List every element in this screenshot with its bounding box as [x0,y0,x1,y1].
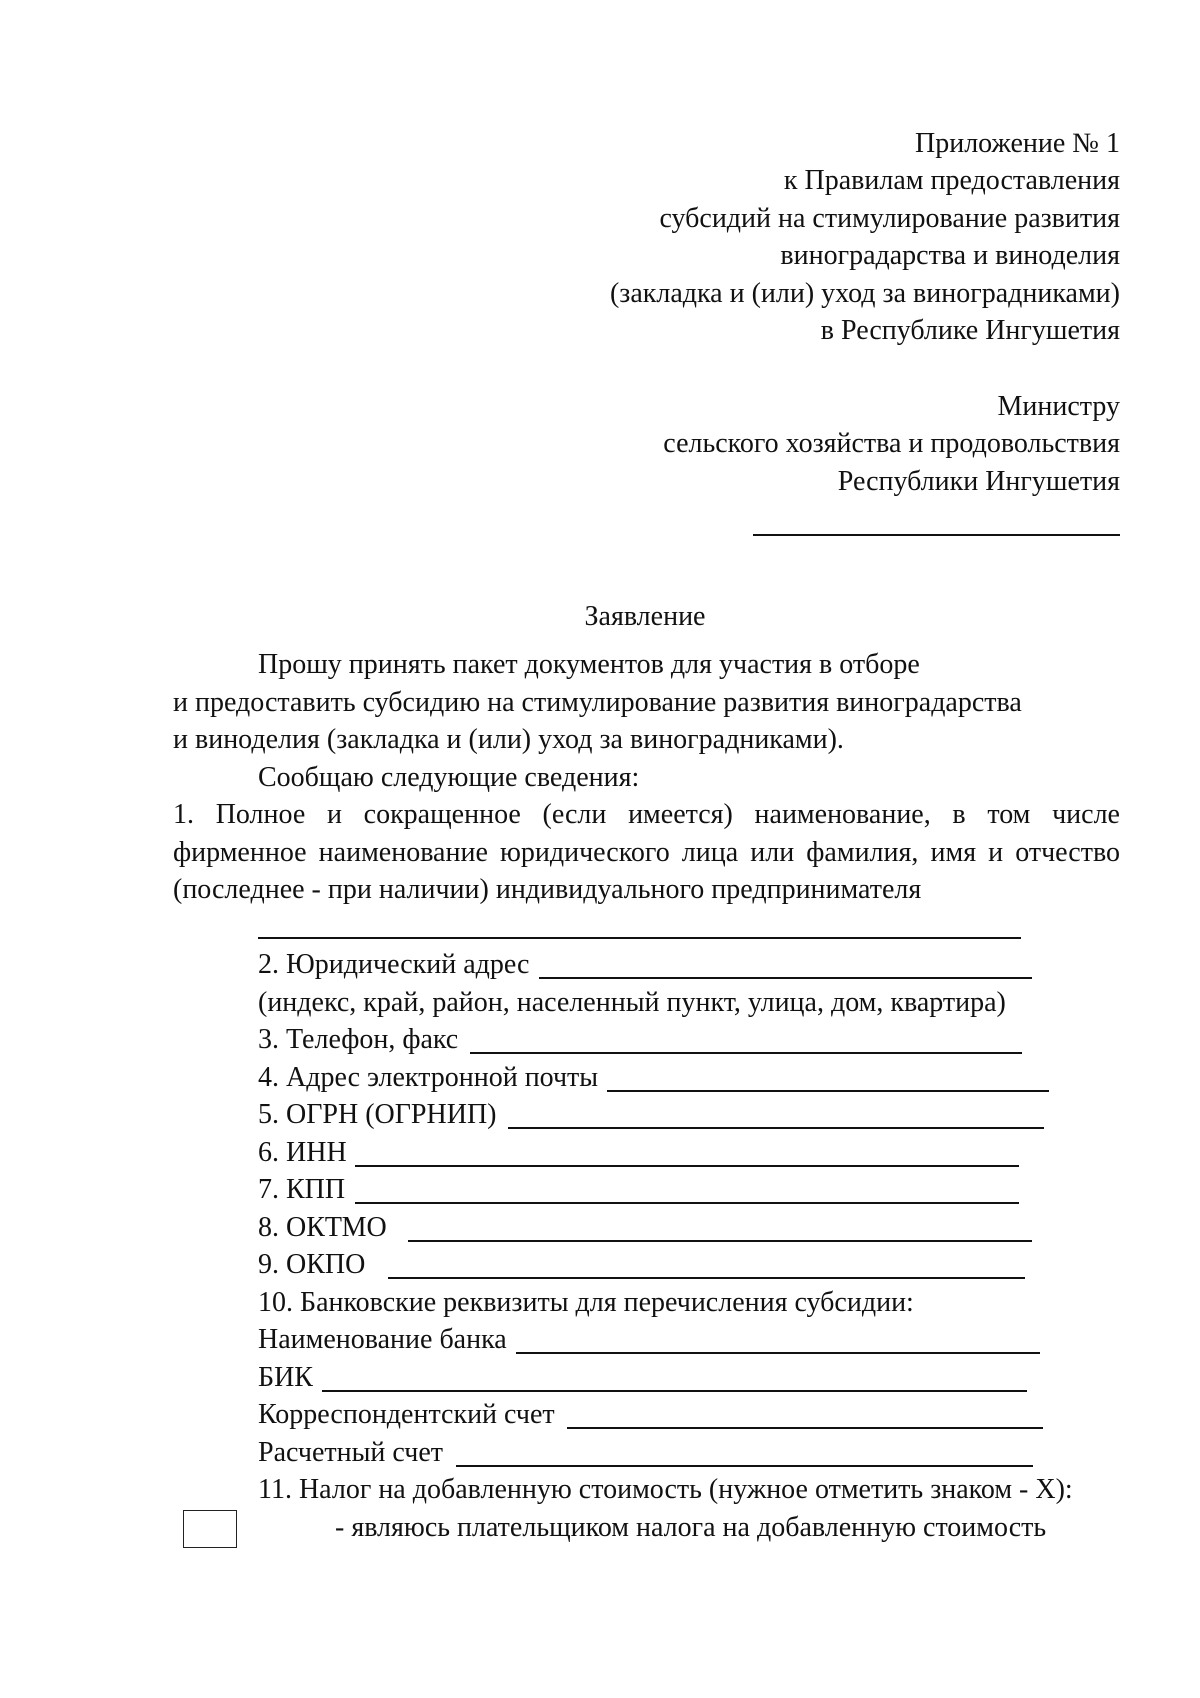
field-label: 7. КПП [258,1174,346,1205]
addressee-line: Республики Ингушетия [837,466,1120,497]
body-line: Сообщаю следующие сведения: [258,762,640,793]
header-line: виноградарства и виноделия [780,240,1120,271]
body-line: Прошу принять пакет документов для участия в отборе [258,649,920,680]
body-line: фирменное наименование юридического лица или фамилия, имя и отчество [173,837,1120,868]
field-label: 6. ИНН [258,1137,347,1168]
header-line: к Правилам предоставления [783,165,1120,196]
body-line: 1. Полное и сокращенное (если имеется) наименование, в том числе [173,799,1120,830]
field-okpo[interactable] [258,1247,365,1283]
field-label: Расчетный счет [258,1437,444,1468]
bank-details-heading: 10. Банковские реквизиты для перечисления субсидии: [258,1287,914,1318]
field-settlement-account[interactable] [258,1435,443,1471]
okpo-blank[interactable] [388,1277,1025,1279]
phone-fax-blank[interactable] [470,1052,1022,1054]
bik-blank[interactable] [322,1390,1027,1392]
field-label: 4. Адрес электронной почты [258,1062,599,1093]
field-label: 2. Юридический адрес [258,949,530,980]
addressee-name-blank[interactable] [753,534,1120,536]
body-line: и предоставить субсидию на стимулирование развития виноградарства [173,687,1022,718]
field-label: 8. ОКТМО [258,1212,387,1243]
field-legal-address[interactable] [258,947,529,983]
field-bank-name[interactable] [258,1322,507,1358]
legal-address-blank[interactable] [539,977,1032,979]
header-line: Приложение № 1 [915,128,1120,159]
field-label: 5. ОГРН (ОГРНИП) [258,1099,497,1130]
field-label: 3. Телефон, факс [258,1024,459,1055]
vat-payer-checkbox[interactable] [183,1510,237,1548]
email-blank[interactable] [607,1090,1049,1092]
corr-account-blank[interactable] [567,1427,1043,1429]
addressee-line: Министру [997,391,1120,422]
field-label: 9. ОКПО [258,1249,366,1280]
field-email[interactable] [258,1060,598,1096]
name-blank[interactable] [258,937,1021,939]
field-label: Наименование банка [258,1324,507,1355]
field-label: Корреспондентский счет [258,1399,555,1430]
header-line: субсидий на стимулирование развития [659,203,1120,234]
address-hint: (индекс, край, район, населенный пункт, улица, дом, квартира) [258,987,1006,1018]
field-kpp[interactable] [258,1172,345,1208]
document-title: Заявление [584,601,706,632]
ogrn-blank[interactable] [508,1127,1044,1129]
body-line: и виноделия (закладка и (или) уход за виноградниками). [173,724,844,755]
body-line: (последнее - при наличии) индивидуального предпринимателя [173,874,922,905]
settlement-account-blank[interactable] [456,1465,1033,1467]
field-bik[interactable] [258,1360,313,1396]
field-phone-fax[interactable] [258,1022,458,1058]
header-line: в Республике Ингушетия [820,315,1120,346]
addressee-line: сельского хозяйства и продовольствия [663,428,1120,459]
field-corr-account[interactable] [258,1397,555,1433]
bank-name-blank[interactable] [516,1352,1040,1354]
vat-heading: 11. Налог на добавленную стоимость (нужное отметить знаком - X): [258,1474,1073,1505]
field-inn[interactable] [258,1135,347,1171]
kpp-blank[interactable] [355,1202,1019,1204]
field-label: БИК [258,1362,313,1393]
vat-payer-option-label: - являюсь плательщиком налога на добавленную стоимость [335,1512,1047,1543]
field-oktmo[interactable] [258,1210,387,1246]
inn-blank[interactable] [355,1165,1019,1167]
oktmo-blank[interactable] [408,1240,1032,1242]
header-line: (закладка и (или) уход за виноградниками) [609,278,1120,309]
field-ogrn[interactable] [258,1097,497,1133]
